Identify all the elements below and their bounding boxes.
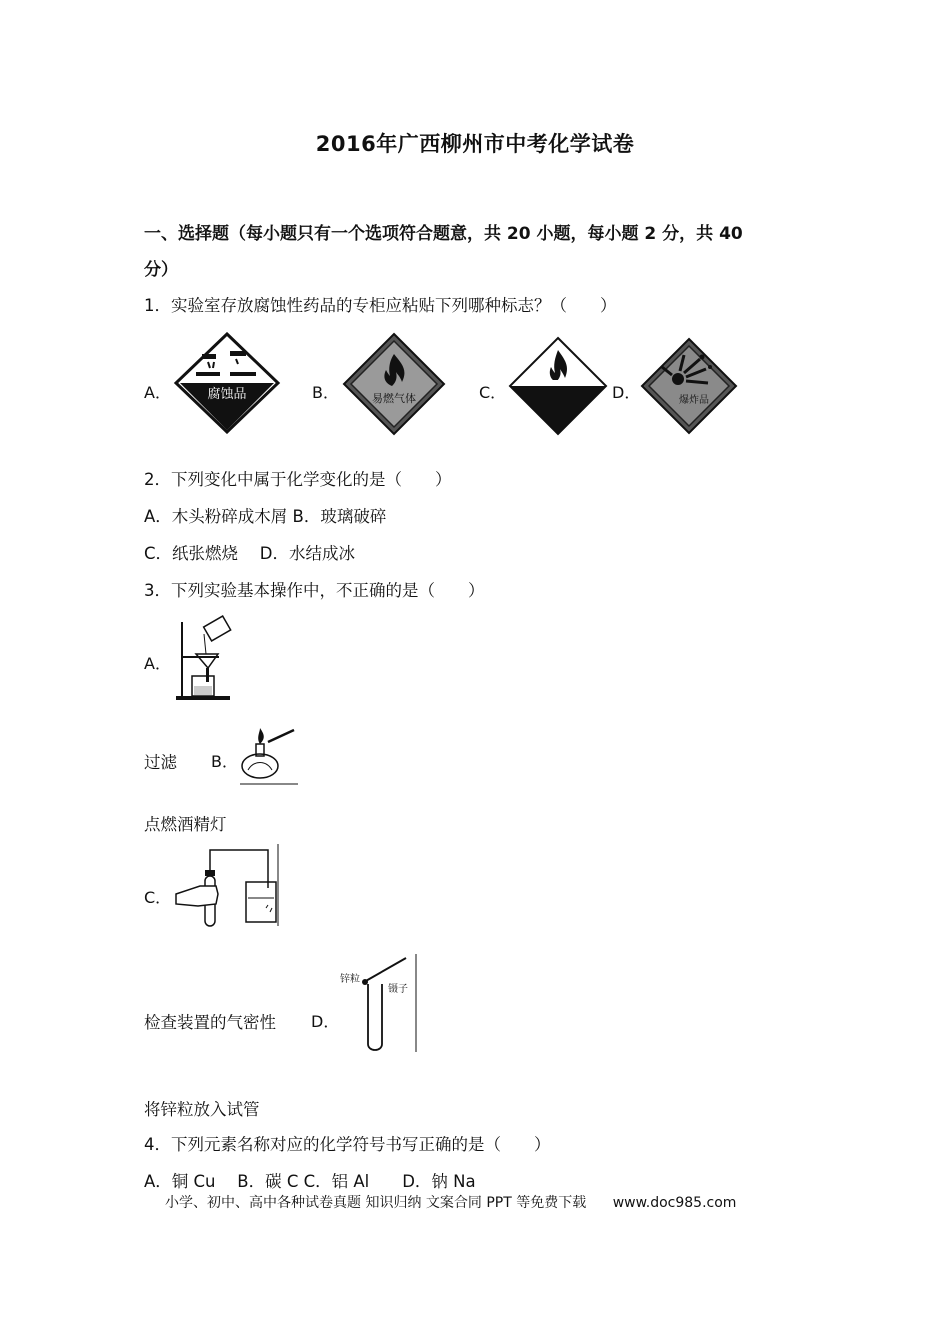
footer <box>165 1192 736 1212</box>
corrosive-sign-icon <box>172 332 282 434</box>
page-title: 2016年广西柳州市中考化学试卷 <box>315 132 635 156</box>
footer-url[interactable]: www.doc985.com <box>612 1195 737 1211</box>
q3-option-b-caption: 点燃酒精灯 <box>144 815 227 834</box>
q3-option-b-label: B． <box>211 752 238 771</box>
section-heading-line2: 分） <box>144 260 178 280</box>
q1-option-b-label: B． <box>312 383 339 402</box>
q2-options-line1: A．木头粉碎成木屑 B．玻璃破碎 <box>144 507 387 526</box>
q3-option-d-label: D． <box>311 1012 340 1031</box>
q1-option-c-label: C． <box>479 383 507 402</box>
q2-options-line2: C．纸张燃烧 D．水结成冰 <box>144 544 355 563</box>
tweezers-label: 镊子 <box>388 984 408 995</box>
flammable-gas-sign-text: 易燃气体 <box>372 392 416 405</box>
q1-option-a-label: A． <box>144 383 171 402</box>
q4-stem: 4．下列元素名称对应的化学符号书写正确的是（ ） <box>144 1135 551 1154</box>
section-heading-line1: 一、选择题（每小题只有一个选项符合题意，共 20 小题，每小题 2 分，共 40 <box>144 224 743 244</box>
alcohol-lamp-icon <box>238 720 300 786</box>
flammable-liquid-sign-icon <box>508 336 608 436</box>
q1-stem: 1．实验室存放腐蚀性药品的专柜应粘贴下列哪种标志？（ ） <box>144 296 617 315</box>
corrosive-sign-text: 腐蚀品 <box>207 387 247 402</box>
q3-option-d-caption: 将锌粒放入试管 <box>144 1100 260 1119</box>
explosive-sign-icon <box>640 337 738 435</box>
zinc-granule-label: 锌粒 <box>340 974 360 985</box>
q3-option-a-label: A． <box>144 654 171 673</box>
zinc-into-test-tube-icon <box>338 952 420 1054</box>
q3-option-a-caption: 过滤 <box>144 753 177 772</box>
footer-text: 小学、初中、高中各种试卷真题 知识归纳 文案合同 PPT 等免费下载 <box>165 1195 587 1211</box>
q1-option-d-label: D． <box>612 383 641 402</box>
q3-stem: 3．下列实验基本操作中，不正确的是（ ） <box>144 581 485 600</box>
airtightness-check-icon <box>172 842 280 928</box>
flammable-gas-sign-icon <box>342 332 446 436</box>
filtration-apparatus-icon <box>172 614 234 702</box>
q2-stem: 2．下列变化中属于化学变化的是（ ） <box>144 470 452 489</box>
q3-option-c-label: C． <box>144 888 172 907</box>
explosive-sign-text: 爆炸品 <box>679 395 709 406</box>
q4-options: A．铜 Cu B．碳 C C．铝 Al D．钠 Na <box>144 1172 476 1191</box>
q3-option-c-caption: 检查装置的气密性 <box>144 1013 276 1032</box>
